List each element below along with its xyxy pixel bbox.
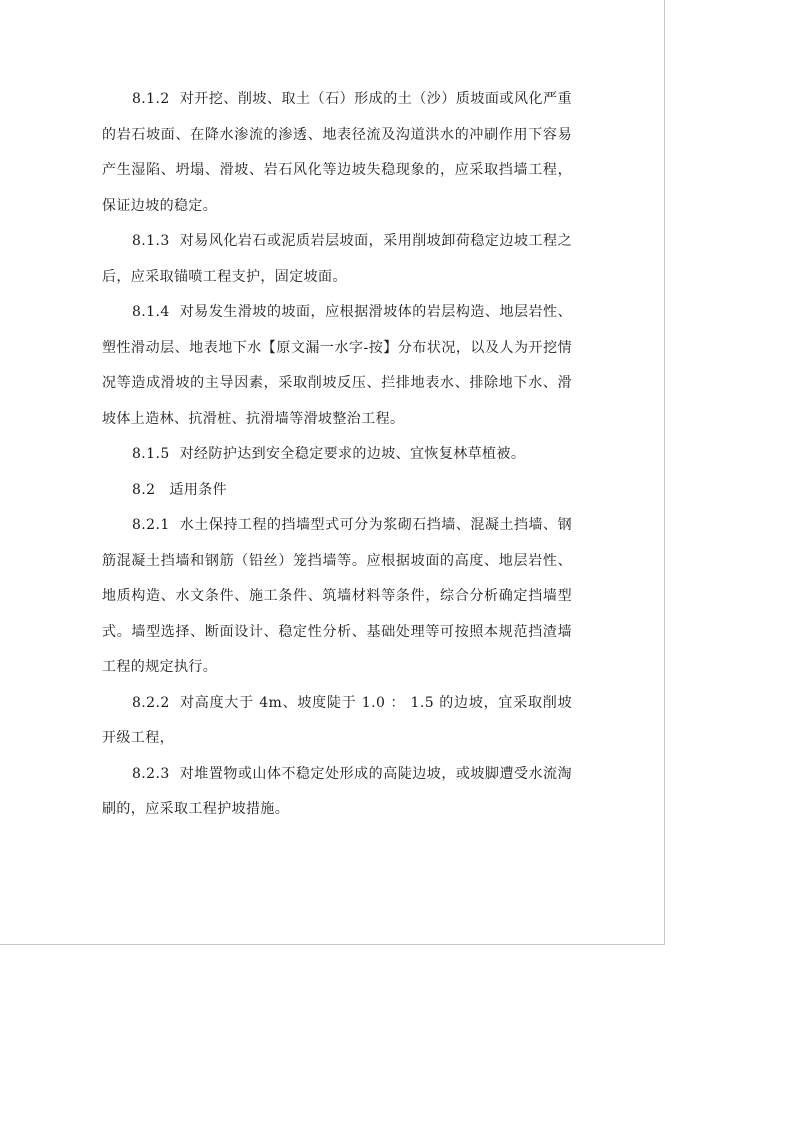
clause-number: 8.2.3: [132, 765, 170, 782]
clause-number: 8.1.3: [132, 233, 170, 249]
clause-8-1-2: [102, 82, 572, 224]
document-body: [102, 82, 572, 828]
section-heading-8-2: [102, 473, 572, 509]
clause-number: 8.2.2: [132, 694, 170, 711]
clause-number: 8.1.4: [132, 304, 170, 320]
clause-8-1-3: [102, 224, 572, 295]
clause-text: 对易风化岩石或泥质岩层坡面，采用削坡卸荷稳定边坡工程之后，应采取锚喷工程支护，固定坡面。: [102, 233, 572, 285]
clause-text: 对易发生滑坡的坡面，应根据滑坡体的岩层构造、地层岩性、塑性滑动层、地表地下水【原文漏一水字-按】分布状况，以及人为开挖情况等造成滑坡的主导因素，采取削坡反压、拦排地表水、排除地下水、滑坡体上造林、抗滑桩、抗滑墙等滑坡整治工程。: [102, 304, 572, 427]
clause-number: 8.1.2: [132, 91, 170, 107]
section-title: 适用条件: [169, 481, 228, 498]
clause-text: 水土保持工程的挡墙型式可分为浆砌石挡墙、混凝土挡墙、钢筋混凝土挡墙和钢筋（铅丝）笼挡墙等。应根据坡面的高度、地层岩性、地质构造、水文条件、施工条件、筑墙材料等条件，综合分析确定挡墙型式。墙型选择、断面设计、稳定性分析、基础处理等可按照本规范挡渣墙工程的规定执行。: [102, 517, 572, 675]
clause-text: 对经防护达到安全稳定要求的边坡、宜恢复林草植被。: [179, 446, 526, 462]
section-number: 8.2: [132, 481, 156, 498]
clause-text: 对堆置物或山体不稳定处形成的高陡边坡，或坡脚遭受水流淘刷的，应采取工程护坡措施。: [102, 765, 572, 817]
clause-8-2-3: [102, 757, 572, 828]
clause-8-1-4: [102, 295, 572, 437]
clause-8-2-2: [102, 686, 572, 757]
clause-number: 8.1.5: [132, 446, 170, 462]
clause-number: 8.2.1: [132, 517, 170, 533]
clause-text: 对开挖、削坡、取土（石）形成的土（沙）质坡面或风化严重的岩石坡面、在降水渗流的渗透、地表径流及沟道洪水的冲刷作用下容易产生湿陷、坍塌、滑坡、岩石风化等边坡失稳现象的，应采取挡墙工程，保证边坡的稳定。: [102, 91, 572, 214]
clause-text: 对高度大于 4m、坡度陡于 1.0 ： 1.5 的边坡，宜采取削坡开级工程，: [102, 694, 572, 746]
clause-8-1-5: [102, 437, 572, 473]
clause-8-2-1: [102, 508, 572, 686]
